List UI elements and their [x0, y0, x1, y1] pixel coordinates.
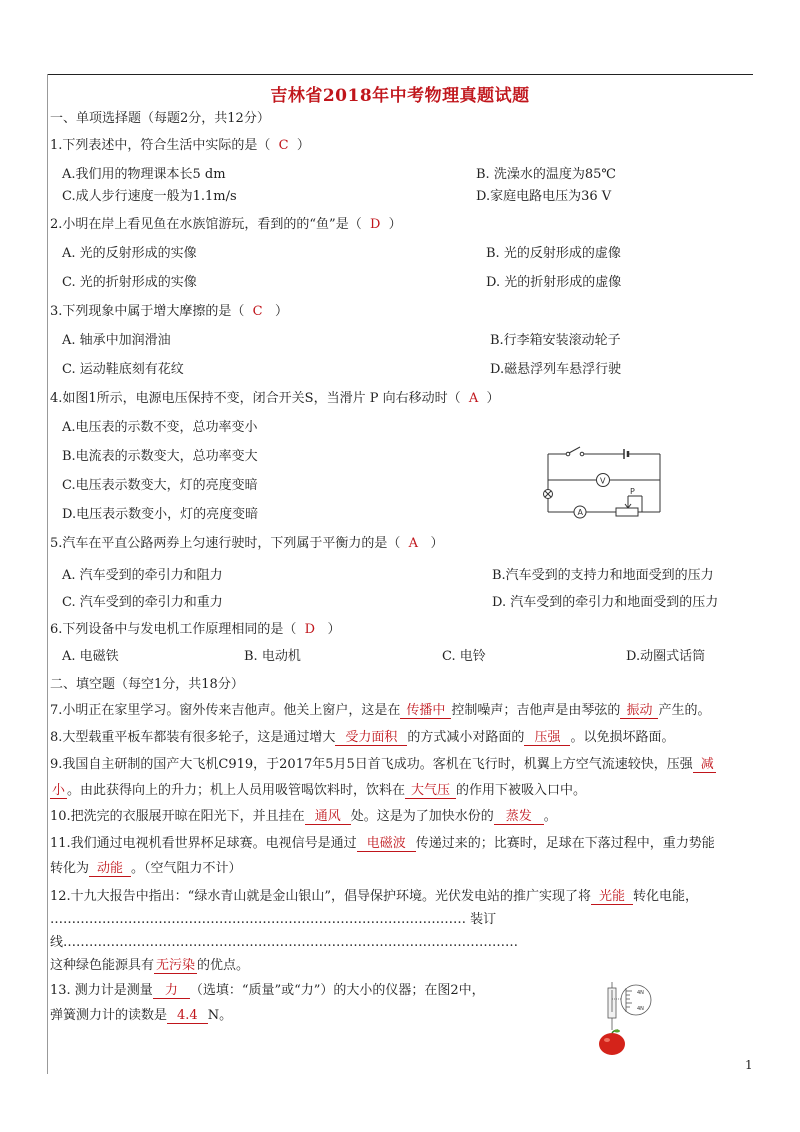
scale-tick-bottom: 4N [637, 1006, 644, 1012]
blank-8b: 压强 [524, 730, 570, 746]
blank-7b: 振动 [620, 703, 658, 719]
binding-margin-line [47, 74, 48, 1074]
q4-option-c: C.电压表示数变大，灯的亮度变暗 [62, 478, 258, 493]
blank-10b: 蒸发 [494, 809, 544, 825]
binding-line-dots-1: …………………………………………………………………………………… 装订 [50, 912, 497, 927]
q2-option-c: C. 光的折射形成的实像 [62, 275, 197, 290]
q1-option-a: A.我们用的物理课本长5 dm [62, 167, 226, 182]
question-6: 6.下列设备中与发电机工作原理相同的是（ D ） [50, 622, 341, 637]
q2-option-a: A. 光的反射形成的实像 [62, 246, 197, 261]
figure-2-spring-scale [596, 982, 656, 1058]
page-title: 吉林省2018年中考物理真题试题 [270, 86, 530, 106]
q4-option-b: B.电流表的示数变大，总功率变大 [62, 449, 258, 464]
question-12-line-1: 12.十九大报告中指出：“绿水青山就是金山银山”，倡导保护环境。光伏发电站的推广实现了将 光能 转化电能， [50, 889, 698, 904]
q4-option-a: A.电压表的示数不变，总功率变小 [62, 420, 258, 435]
q2-option-d: D. 光的折射形成的虚像 [486, 275, 622, 290]
blank-9a-part1: 减 [693, 757, 716, 773]
answer-4: A [468, 391, 479, 406]
question-2: 2.小明在岸上看见鱼在水族馆游玩，看到的的“鱼”是（ D ） [50, 217, 402, 232]
section-heading-choice: 一、单项选择题（每题2分，共12分） [50, 111, 270, 126]
question-10: 10.把洗完的衣服展开晾在阳光下，并且挂在 通风 处。这是为了加快水份的 蒸发 。 [50, 809, 557, 824]
question-8: 8.大型载重平板车都装有很多轮子，这是通过增大 受力面积 的方式减小对路面的 压强 。以免损坏路面。 [50, 730, 675, 745]
q1-option-b: B. 洗澡水的温度为85℃ [476, 167, 616, 182]
blank-9a-part2: 小 [52, 783, 66, 798]
q6-option-c: C. 电铃 [442, 649, 486, 664]
blank-12a: 光能 [591, 889, 633, 905]
answer-5: A [408, 536, 419, 551]
q3-option-c: C. 运动鞋底刻有花纹 [62, 362, 184, 377]
question-11-line-1: 11.我们通过电视机看世界杯足球赛。电视信号是通过 电磁波 传递过来的；比赛时，足球在下落过程中，重力势能 [50, 836, 715, 851]
q3-option-d: D.磁悬浮列车悬浮行驶 [490, 362, 622, 377]
q6-option-a: A. 电磁铁 [62, 649, 119, 664]
apple-icon [599, 1030, 625, 1056]
q6-option-d: D.动圈式话筒 [626, 649, 706, 664]
q2-option-b: B. 光的反射形成的虚像 [486, 246, 621, 261]
question-13-line-2: 弹簧测力计的读数是 4.4 N。 [50, 1008, 233, 1023]
q5-option-a: A. 汽车受到的牵引力和阻力 [62, 568, 223, 583]
ammeter-label: A [577, 508, 583, 517]
blank-7a: 传播中 [400, 703, 451, 719]
question-9-line-2: 小 。由此获得向上的升力；机上人员用吸管喝饮料时，饮料在 大气压 的作用下被吸入口中。 [52, 783, 587, 798]
question-12-line-2: 这种绿色能源具有 无污染 的优点。 [50, 958, 250, 973]
q3-option-b: B.行李箱安装滚动轮子 [490, 333, 621, 348]
section-heading-fill: 二、填空题（每空1分，共18分） [50, 677, 244, 692]
scale-tick-top: 4N [637, 990, 644, 996]
q5-option-c: C. 汽车受到的牵引力和重力 [62, 595, 223, 610]
question-7: 7.小明正在家里学习。窗外传来吉他声。他关上窗户，这是在 传播中 控制噪声；吉他声是由琴弦的 振动 产生的。 [50, 703, 711, 718]
blank-12b: 无污染 [156, 958, 196, 973]
q5-option-d: D. 汽车受到的牵引力和地面受到的压力 [492, 595, 719, 610]
figure-1-circuit-diagram [538, 440, 668, 525]
binding-line-dots-2: 线…………………………………………………………………………………………… [50, 935, 518, 950]
answer-1: C [278, 138, 289, 153]
question-9-line-1: 9.我国自主研制的国产大飞机C919，于2017年5月5日首飞成功。客机在飞行时，机翼上方空气流速较快，压强 减 [50, 757, 714, 772]
q3-option-a: A. 轴承中加润滑油 [62, 333, 171, 348]
question-5: 5.汽车在平直公路两券上匀速行驶时，下列属于平衡力的是（ A ） [50, 536, 444, 551]
question-3: 3.下列现象中属于增大摩擦的是（ C ） [50, 304, 289, 319]
answer-6: D [304, 622, 316, 637]
blank-11a: 电磁波 [357, 836, 416, 852]
blank-11b: 动能 [89, 861, 131, 877]
blank-13a: 力 [153, 983, 190, 999]
answer-2: D [369, 217, 381, 232]
q1-option-d: D.家庭电路电压为36 V [476, 189, 612, 204]
voltmeter-label: V [600, 476, 606, 486]
question-4: 4.如图1所示，电源电压保持不变，闭合开关S，当滑片 P 向右移动时（ A ） [50, 391, 500, 406]
blank-9b: 大气压 [405, 783, 456, 799]
page-number: 1 [745, 1058, 753, 1072]
question-11-line-2: 转化为 动能 。（空气阻力不计） [50, 861, 242, 876]
q1-option-c: C.成人步行速度一般为1.1m/s [62, 189, 237, 204]
question-1: 1.下列表述中，符合生活中实际的是（ C ） [50, 138, 310, 153]
blank-10a: 通风 [305, 809, 351, 825]
q4-option-d: D.电压表示数变小，灯的亮度变暗 [62, 507, 259, 522]
blank-13b: 4.4 [167, 1008, 208, 1024]
answer-3: C [252, 304, 263, 319]
blank-8a: 受力面积 [335, 730, 407, 746]
slider-label: P [630, 487, 635, 496]
question-13-line-1: 13. 测力计是测量 力 （选填：“质量”或“力”）的大小的仪器；在图2中， [50, 983, 485, 998]
q6-option-b: B. 电动机 [244, 649, 301, 664]
q5-option-b: B.汽车受到的支持力和地面受到的压力 [492, 568, 714, 583]
top-rule [47, 74, 753, 75]
